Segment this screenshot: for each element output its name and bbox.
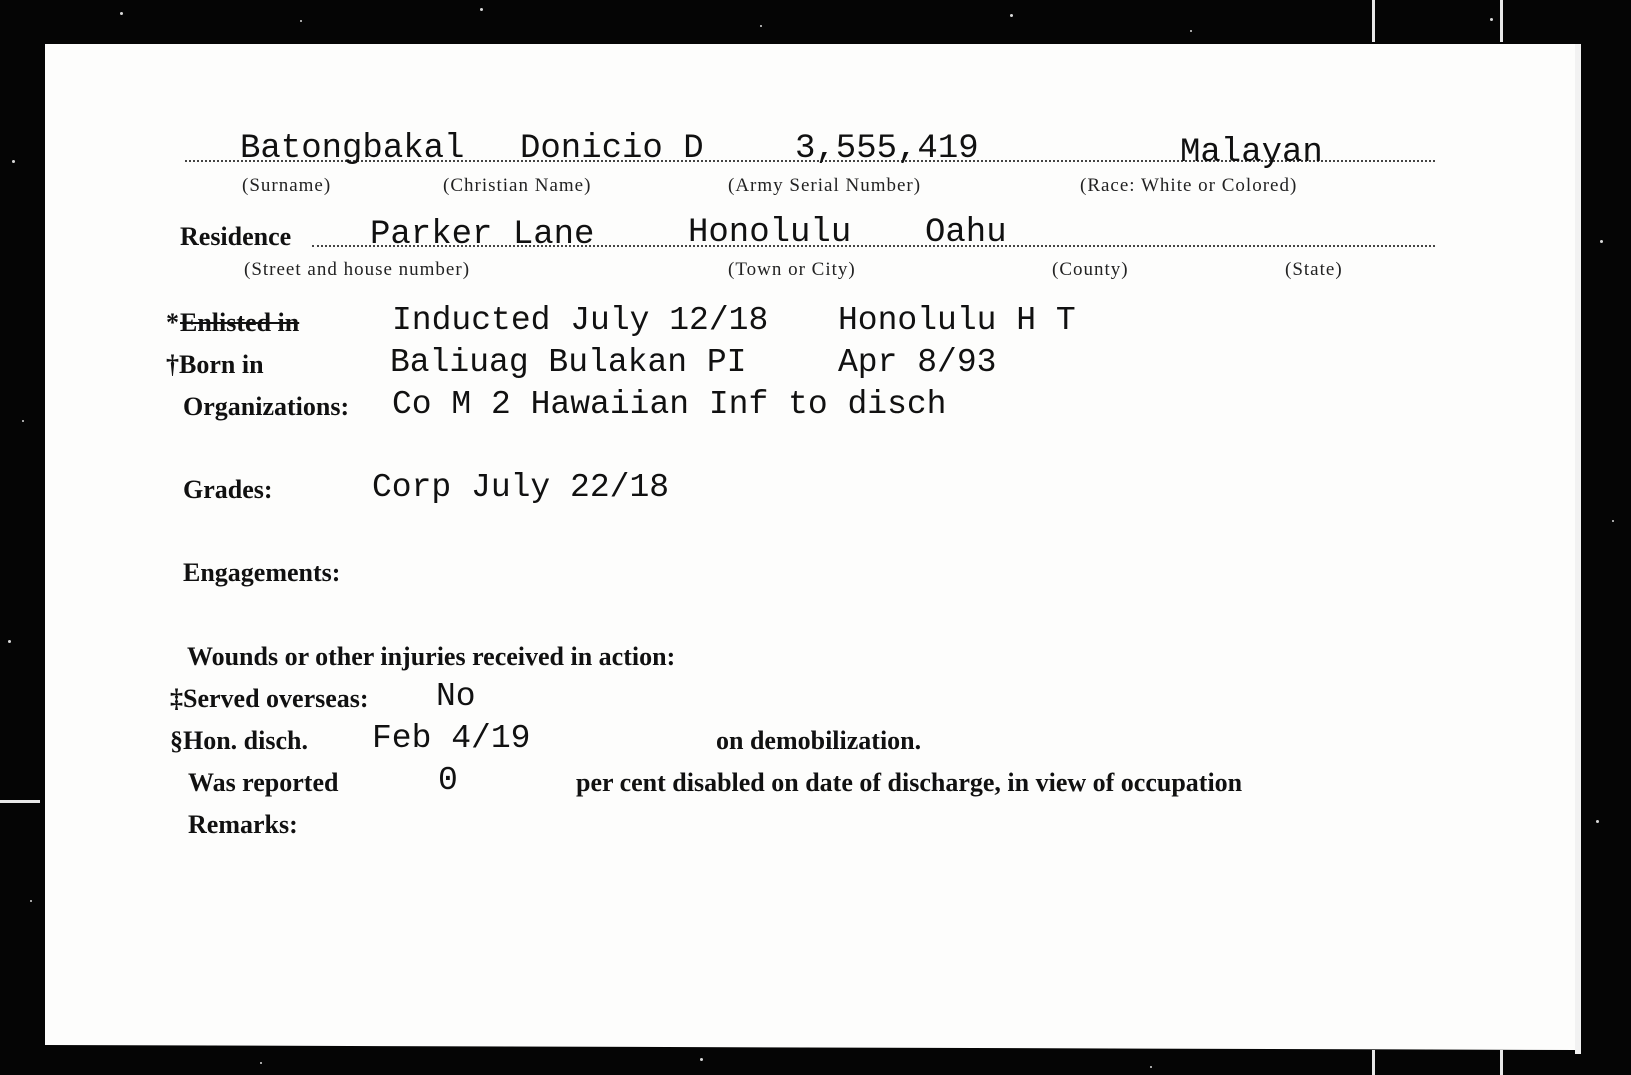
organizations-label: Organizations: (183, 392, 350, 421)
reported-value: 0 (438, 762, 458, 799)
discharge-label: §Hon. disch. (170, 726, 308, 755)
organizations-value: Co M 2 Hawaiian Inf to disch (392, 386, 947, 423)
reported-label: Was reported (188, 768, 339, 797)
residence-label: Residence (180, 222, 292, 251)
served-overseas-value: No (436, 678, 476, 715)
enlisted-label: Enlisted in (180, 308, 300, 337)
wounds-label: Wounds or other injuries received in action: (187, 642, 676, 671)
christian-name-caption: (Christian Name) (443, 175, 592, 196)
born-place: Baliuag Bulakan PI (390, 344, 747, 381)
enlisted-place: Honolulu H T (838, 302, 1076, 339)
card-edge (1575, 44, 1581, 1054)
christian-name-value: Donicio D (520, 130, 704, 168)
grades-label: Grades: (183, 475, 273, 504)
town-caption: (Town or City) (728, 259, 856, 280)
remarks-label: Remarks: (188, 810, 298, 839)
born-date: Apr 8/93 (838, 344, 997, 381)
state-caption: (State) (1285, 259, 1343, 280)
grades-value: Corp July 22/18 (372, 469, 670, 506)
street-value: Parker Lane (370, 216, 595, 254)
county-caption: (County) (1052, 259, 1129, 280)
surname-value: Batongbakal (240, 130, 465, 168)
served-overseas-label: ‡Served overseas: (170, 684, 369, 713)
race-caption: (Race: White or Colored) (1080, 175, 1298, 196)
enlisted-value: Inducted July 12/18 (392, 302, 769, 339)
street-caption: (Street and house number) (244, 259, 471, 280)
county-value: Oahu (925, 214, 1007, 252)
town-value: Honolulu (688, 214, 852, 252)
enlisted-marker: * (166, 308, 179, 337)
discharge-suffix: on demobilization. (716, 726, 922, 755)
race-value: Malayan (1180, 134, 1323, 172)
engagements-label: Engagements: (183, 558, 341, 587)
discharge-date: Feb 4/19 (372, 720, 531, 757)
serial-number-value: 3,555,419 (795, 130, 979, 168)
serial-number-caption: (Army Serial Number) (728, 175, 922, 196)
reported-suffix: per cent disabled on date of discharge, in view of occupation (576, 768, 1243, 797)
surname-caption: (Surname) (242, 175, 332, 196)
born-label: †Born in (166, 350, 264, 379)
